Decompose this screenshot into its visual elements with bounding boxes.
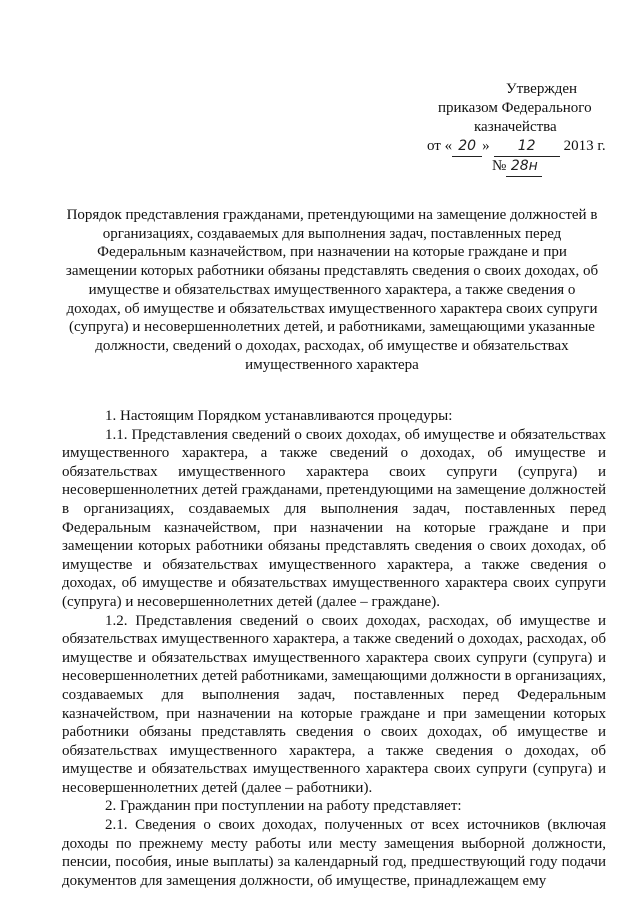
document-body	[62, 407, 606, 890]
approval-treasury: казначейства	[474, 119, 557, 135]
document-title: Порядок представления гражданами, претендующими на замещение должностей в организациях, создаваемых для выполнения задач, поставленных перед Федеральным казначейством, при назначении на которые граждане и при замещении которых работники обязаны представлять сведения о своих доходах, об имуществе и обязательствах имущественного характера, а также сведения о доходах, об имуществе и обязательствах имущественного характера своих супруги (супруга) и несовершеннолетних детей, и работниками, замещающими указанные должности, сведений о доходах, расходах, об имуществе и обязательствах имущественного характера	[65, 207, 599, 373]
approval-order: приказом Федерального	[438, 100, 592, 116]
approval-approved: Утвержден	[506, 81, 578, 97]
approval-date	[400, 137, 620, 157]
paragraph-1: 1. Настоящим Порядком устанавливаются процедуры:	[105, 408, 453, 424]
paragraph-2-1: 2.1. Сведения о своих доходах, полученных от всех источников (включая доходы по прежнему месту работы или месту замещения выборной должности, пенсии, пособия, иные выплаты) за календарный год, предшествующий году подачи документов для замещения должности, об имуществе, принадлежащем ему	[62, 817, 606, 889]
date-month-handwritten: 12	[494, 137, 560, 157]
date-day-handwritten: 20	[452, 137, 482, 157]
date-prefix: от «	[427, 138, 453, 154]
number-handwritten: 28н	[506, 157, 542, 177]
number-prefix: №	[492, 158, 507, 174]
paragraph-1-1: 1.1. Представления сведений о своих доходах, об имуществе и обязательствах имущественного характера, а также сведений о доходах, об имуществе и обязательствах имущественного характера своих супруги (супруга) и несовершеннолетних детей гражданами, претендующими на замещение должностей в организациях, создаваемых для выполнения задач, поставленных перед Федеральным казначейством, при назначении на которые граждане и при замещении которых работники обязаны представлять сведения о своих доходах, об имуществе и обязательствах имущественного характера, а также сведения о доходах, об имуществе и обязательствах имущественного характера своих супруги (супруга) и несовершеннолетних детей (далее – граждане).	[62, 426, 606, 610]
paragraph-2: 2. Гражданин при поступлении на работу представляет:	[105, 798, 462, 815]
date-year: 2013 г.	[563, 138, 606, 154]
approval-block	[400, 80, 620, 177]
date-mid: »	[482, 138, 490, 154]
approval-number	[400, 157, 620, 177]
paragraph-1-2: 1.2. Представления сведений о своих доходах, расходах, об имуществе и обязательствах имущественного характера, а также сведений о доходах, расходах, об имуществе и обязательствах имущественного характера своих супруги (супруга) и несовершеннолетних детей работниками, замещающими должности в организациях, создаваемых для выполнения задач, поставленных перед Федеральным казначейством, при назначении на которые граждане и при замещении которых работники обязаны представлять сведения о своих доходах, об имуществе и обязательствах имущественного характера, а также сведения о доходах, об имуществе и обязательствах имущественного характера своих супруги (супруга) и несовершеннолетних детей (далее – работники).	[62, 612, 606, 796]
